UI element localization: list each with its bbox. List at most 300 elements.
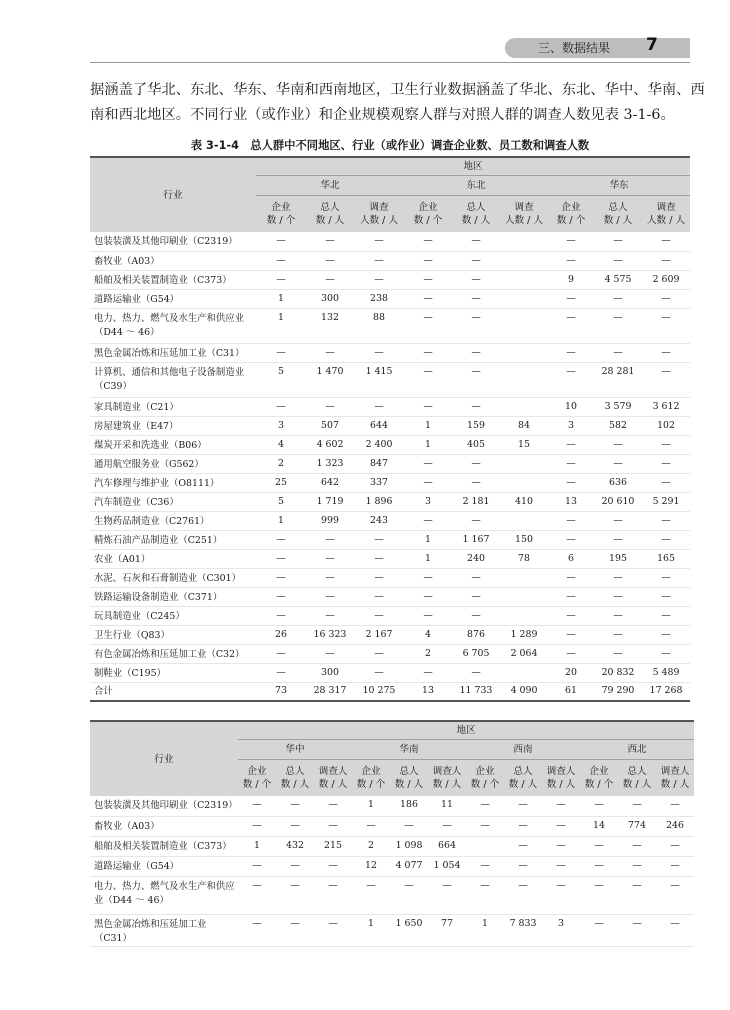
- industry-cell: 道路运输业（G54）: [94, 860, 180, 872]
- value-cell: 6: [568, 552, 574, 564]
- value-cell: 4 575: [604, 273, 632, 285]
- value-cell: 11: [441, 799, 453, 810]
- value-cell: —: [661, 292, 671, 304]
- value-cell: 238: [370, 292, 388, 304]
- intro-line-1: 据涵盖了华北、东北、华东、华南和西南地区，卫生行业数据涵盖了华北、东北、华中、华南、西: [90, 82, 705, 98]
- value-cell: —: [556, 819, 566, 831]
- value-cell: 1 470: [316, 365, 344, 377]
- value-cell: 79 290: [601, 684, 635, 696]
- table-row: [90, 663, 690, 682]
- value-cell: —: [252, 859, 262, 871]
- table-central-south-southwest-northwest: [90, 720, 694, 947]
- table-row: [90, 914, 694, 946]
- value-cell: 1 098: [395, 839, 423, 851]
- value-cell: —: [471, 457, 481, 469]
- value-cell: 507: [321, 419, 339, 431]
- region-east: 华东: [548, 176, 690, 196]
- value-cell: 150: [515, 533, 533, 545]
- value-cell: [500, 232, 548, 251]
- value-cell: 243: [370, 514, 388, 526]
- value-cell: 10: [565, 400, 577, 412]
- column-header: 调查 人数 / 人: [642, 196, 690, 233]
- value-cell: 2: [278, 457, 284, 469]
- industry-cell: 生物药品制造业（C2761）: [94, 515, 210, 527]
- value-cell: 26: [275, 628, 287, 640]
- industry-cell: 合计: [94, 685, 113, 697]
- value-cell: —: [328, 917, 338, 929]
- table-row: [90, 549, 690, 568]
- value-cell: [500, 251, 548, 270]
- value-cell: —: [594, 799, 604, 810]
- value-cell: —: [661, 365, 671, 377]
- value-cell: —: [566, 476, 576, 488]
- table-row: [90, 251, 690, 270]
- intro-line-2: 南和西北地区。不同行业（或作业）和企业规模观察人群与对照人群的调查人数见表 3-1-6。: [90, 107, 675, 123]
- value-cell: 1: [425, 419, 431, 431]
- column-header: 总人 数 / 人: [276, 760, 314, 797]
- industry-cell: 船舶及相关装置制造业（C373）: [94, 840, 232, 852]
- industry-cell: 畜牧业（A03）: [94, 255, 160, 267]
- table-row: [90, 435, 690, 454]
- value-cell: —: [556, 799, 566, 810]
- value-cell: —: [613, 647, 623, 659]
- table-row: [90, 796, 694, 816]
- value-cell: —: [276, 552, 286, 564]
- value-cell: —: [594, 917, 604, 929]
- industry-cell: 家具制造业（C21）: [94, 401, 179, 413]
- value-cell: —: [566, 292, 576, 304]
- table-row: [90, 289, 690, 308]
- value-cell: —: [566, 514, 576, 526]
- value-cell: —: [632, 839, 642, 851]
- industry-cell: 水泥、石灰和石膏制造业（C301）: [94, 572, 241, 584]
- region-south: 华南: [352, 740, 466, 760]
- value-cell: [500, 587, 548, 606]
- value-cell: —: [661, 609, 671, 621]
- value-cell: 1 719: [316, 495, 344, 507]
- value-cell: —: [252, 799, 262, 810]
- region-northwest: 西北: [580, 740, 694, 760]
- value-cell: —: [328, 799, 338, 810]
- value-cell: —: [374, 571, 384, 583]
- value-cell: —: [374, 647, 384, 659]
- value-cell: —: [594, 839, 604, 851]
- value-cell: 15: [518, 438, 530, 450]
- table-row: [90, 416, 690, 435]
- value-cell: —: [661, 628, 671, 640]
- industry-header: 行业: [90, 721, 238, 796]
- industry-cell: 畜牧业（A03）: [94, 820, 160, 832]
- value-cell: —: [471, 514, 481, 526]
- value-cell: —: [325, 533, 335, 545]
- column-header: 调查 人数 / 人: [500, 196, 548, 233]
- value-cell: —: [252, 917, 262, 929]
- value-cell: —: [613, 346, 623, 358]
- value-cell: 13: [565, 495, 577, 507]
- value-cell: 642: [321, 476, 339, 488]
- value-cell: 4: [425, 628, 431, 640]
- value-cell: [500, 511, 548, 530]
- industry-cell: 船舶及相关装置制造业（C373）: [94, 274, 232, 286]
- value-cell: —: [613, 292, 623, 304]
- value-cell: 3 612: [652, 400, 680, 412]
- value-cell: 20: [565, 666, 577, 678]
- value-cell: 2: [368, 839, 374, 851]
- value-cell: —: [471, 292, 481, 304]
- column-header: 企业 数 / 个: [548, 196, 594, 233]
- table-row: [90, 343, 690, 362]
- industry-cell: 汽车制造业（C36）: [94, 496, 179, 508]
- industry-cell: 制鞋业（C195）: [94, 667, 166, 679]
- value-cell: —: [661, 457, 671, 469]
- value-cell: —: [325, 254, 335, 266]
- value-cell: —: [471, 235, 481, 246]
- value-cell: 999: [321, 514, 339, 526]
- value-cell: —: [613, 609, 623, 621]
- value-cell: —: [423, 609, 433, 621]
- industry-cell: 通用航空服务业（G562）: [94, 458, 204, 470]
- industry-cell: 黑色金属冶炼和压延加工业（C31）: [94, 918, 207, 944]
- value-cell: —: [276, 609, 286, 621]
- value-cell: 246: [666, 819, 684, 831]
- value-cell: 4: [278, 438, 284, 450]
- value-cell: 159: [467, 419, 485, 431]
- value-cell: 14: [593, 819, 605, 831]
- value-cell: 4 090: [510, 684, 538, 696]
- value-cell: —: [613, 235, 623, 246]
- value-cell: —: [276, 400, 286, 412]
- value-cell: —: [471, 571, 481, 583]
- section-title: 三、数据结果: [538, 41, 611, 55]
- value-cell: 28 281: [601, 365, 635, 377]
- value-cell: —: [613, 571, 623, 583]
- value-cell: [500, 308, 548, 343]
- region-northeast: 东北: [404, 176, 548, 196]
- value-cell: —: [661, 647, 671, 659]
- table-row: [90, 568, 690, 587]
- value-cell: —: [594, 859, 604, 871]
- table-row: [90, 492, 690, 511]
- industry-header: 行业: [90, 157, 256, 232]
- value-cell: 25: [275, 476, 287, 488]
- value-cell: 10 275: [362, 684, 396, 696]
- table-row: [90, 836, 694, 856]
- value-cell: 5: [278, 365, 284, 377]
- value-cell: —: [471, 666, 481, 678]
- value-cell: —: [670, 879, 680, 891]
- value-cell: 1 323: [316, 457, 344, 469]
- value-cell: 644: [370, 419, 388, 431]
- value-cell: 1: [254, 839, 260, 851]
- table-row: [90, 587, 690, 606]
- value-cell: —: [325, 647, 335, 659]
- value-cell: [500, 397, 548, 416]
- value-cell: —: [518, 859, 528, 871]
- industry-cell: 包装装潢及其他印刷业（C2319）: [94, 800, 238, 811]
- value-cell: —: [374, 346, 384, 358]
- value-cell: —: [328, 819, 338, 831]
- column-header: 企业 数 / 个: [404, 196, 452, 233]
- value-cell: —: [661, 254, 671, 266]
- value-cell: —: [423, 311, 433, 323]
- value-cell: —: [566, 365, 576, 377]
- value-cell: —: [423, 590, 433, 602]
- value-cell: —: [661, 438, 671, 450]
- value-cell: —: [471, 311, 481, 323]
- table-row: [90, 232, 690, 251]
- value-cell: 1 650: [395, 917, 423, 929]
- value-cell: [500, 663, 548, 682]
- value-cell: [500, 270, 548, 289]
- value-cell: —: [290, 879, 300, 891]
- value-cell: —: [252, 819, 262, 831]
- column-header: 调查人 数 / 人: [428, 760, 466, 797]
- value-cell: —: [325, 552, 335, 564]
- value-cell: [500, 289, 548, 308]
- value-cell: 102: [657, 419, 675, 431]
- value-cell: 1 054: [433, 859, 461, 871]
- value-cell: 337: [370, 476, 388, 488]
- table-row: [90, 511, 690, 530]
- value-cell: 2 609: [652, 273, 680, 285]
- value-cell: 300: [321, 666, 339, 678]
- value-cell: —: [566, 346, 576, 358]
- value-cell: 1 289: [510, 628, 538, 640]
- value-cell: —: [661, 533, 671, 545]
- value-cell: 2 181: [462, 495, 490, 507]
- industry-cell: 汽车修理与维护业（O8111）: [94, 477, 220, 489]
- value-cell: —: [325, 590, 335, 602]
- value-cell: —: [613, 533, 623, 545]
- value-cell: 1: [278, 311, 284, 323]
- value-cell: —: [423, 457, 433, 469]
- value-cell: [466, 836, 504, 856]
- industry-cell: 煤炭开采和洗选业（B06）: [94, 439, 207, 451]
- region-header: 地区: [238, 721, 694, 740]
- industry-cell: 有色金属冶炼和压延加工业（C32）: [94, 648, 245, 660]
- column-header: 企业 数 / 个: [580, 760, 618, 797]
- industry-cell: 卫生行业（Q83）: [94, 629, 170, 641]
- value-cell: —: [566, 533, 576, 545]
- value-cell: —: [518, 819, 528, 831]
- value-cell: —: [594, 879, 604, 891]
- region-southwest: 西南: [466, 740, 580, 760]
- value-cell: —: [423, 365, 433, 377]
- value-cell: 16 323: [313, 628, 347, 640]
- value-cell: [500, 606, 548, 625]
- industry-cell: 计算机、通信和其他电子设备制造业（C39）: [94, 366, 245, 392]
- value-cell: —: [252, 879, 262, 891]
- value-cell: [500, 568, 548, 587]
- value-cell: —: [480, 859, 490, 871]
- value-cell: 2 064: [510, 647, 538, 659]
- value-cell: —: [613, 590, 623, 602]
- region-central: 华中: [238, 740, 352, 760]
- value-cell: —: [632, 799, 642, 810]
- value-cell: —: [423, 571, 433, 583]
- table-row: [90, 308, 690, 343]
- column-header: 总人 数 / 人: [452, 196, 500, 233]
- value-cell: 636: [609, 476, 627, 488]
- value-cell: —: [613, 514, 623, 526]
- column-header: 企业 数 / 个: [466, 760, 504, 797]
- value-cell: —: [661, 235, 671, 246]
- value-cell: —: [471, 609, 481, 621]
- value-cell: 1 415: [365, 365, 393, 377]
- value-cell: 1 167: [462, 533, 490, 545]
- value-cell: 3 579: [604, 400, 632, 412]
- value-cell: —: [325, 400, 335, 412]
- value-cell: 410: [515, 495, 533, 507]
- value-cell: 405: [467, 438, 485, 450]
- region-north: 华北: [256, 176, 404, 196]
- value-cell: —: [328, 859, 338, 871]
- value-cell: —: [276, 533, 286, 545]
- value-cell: —: [471, 400, 481, 412]
- table-row: [90, 454, 690, 473]
- running-header: [0, 34, 730, 64]
- value-cell: —: [325, 235, 335, 246]
- value-cell: 3: [425, 495, 431, 507]
- value-cell: —: [325, 571, 335, 583]
- column-header: 调查 人数 / 人: [354, 196, 404, 233]
- value-cell: —: [632, 879, 642, 891]
- value-cell: —: [276, 666, 286, 678]
- value-cell: —: [290, 859, 300, 871]
- table-row: [90, 606, 690, 625]
- value-cell: 1: [425, 552, 431, 564]
- value-cell: —: [661, 311, 671, 323]
- value-cell: —: [374, 666, 384, 678]
- value-cell: —: [374, 552, 384, 564]
- value-cell: 1: [368, 917, 374, 929]
- value-cell: —: [374, 273, 384, 285]
- value-cell: —: [661, 346, 671, 358]
- intro-paragraph: [90, 78, 705, 128]
- value-cell: —: [613, 628, 623, 640]
- value-cell: —: [374, 254, 384, 266]
- value-cell: 215: [324, 839, 342, 851]
- value-cell: 7 833: [509, 917, 537, 929]
- value-cell: —: [471, 273, 481, 285]
- header-rule: [90, 62, 690, 63]
- value-cell: —: [404, 819, 414, 831]
- value-cell: —: [325, 609, 335, 621]
- value-cell: —: [556, 839, 566, 851]
- value-cell: —: [670, 917, 680, 929]
- value-cell: —: [661, 514, 671, 526]
- value-cell: 774: [628, 819, 646, 831]
- value-cell: —: [290, 917, 300, 929]
- page-number: 7: [646, 35, 658, 55]
- value-cell: —: [471, 365, 481, 377]
- value-cell: —: [613, 311, 623, 323]
- industry-cell: 精炼石油产品制造业（C251）: [94, 534, 223, 546]
- table-row: [90, 816, 694, 836]
- value-cell: —: [518, 799, 528, 810]
- value-cell: —: [276, 346, 286, 358]
- table-row: [90, 625, 690, 644]
- value-cell: —: [670, 799, 680, 810]
- value-cell: —: [366, 819, 376, 831]
- value-cell: —: [290, 799, 300, 810]
- value-cell: —: [423, 400, 433, 412]
- table-row: [90, 856, 694, 876]
- column-header: 企业 数 / 个: [238, 760, 276, 797]
- value-cell: —: [480, 819, 490, 831]
- table-row: [90, 644, 690, 663]
- column-header: 调查人 数 / 人: [314, 760, 352, 797]
- value-cell: —: [423, 666, 433, 678]
- value-cell: 1: [278, 514, 284, 526]
- value-cell: 5 489: [652, 666, 680, 678]
- column-header: 企业 数 / 个: [352, 760, 390, 797]
- value-cell: 186: [400, 799, 418, 810]
- value-cell: —: [613, 438, 623, 450]
- value-cell: —: [276, 273, 286, 285]
- region-header: 地区: [256, 157, 690, 176]
- value-cell: 1 896: [365, 495, 393, 507]
- industry-cell: 包装装潢及其他印刷业（C2319）: [94, 236, 238, 247]
- value-cell: 84: [518, 419, 530, 431]
- column-header: 调查人 数 / 人: [542, 760, 580, 797]
- value-cell: 847: [370, 457, 388, 469]
- value-cell: 240: [467, 552, 485, 564]
- value-cell: —: [290, 819, 300, 831]
- value-cell: 876: [467, 628, 485, 640]
- table-row: [90, 397, 690, 416]
- value-cell: —: [325, 346, 335, 358]
- value-cell: 1: [482, 917, 488, 929]
- value-cell: 4 602: [316, 438, 344, 450]
- value-cell: —: [566, 235, 576, 246]
- value-cell: —: [632, 859, 642, 871]
- value-cell: 61: [565, 684, 577, 696]
- industry-cell: 电力、热力、燃气及水生产和供应业（D44 ～ 46）: [94, 312, 245, 338]
- value-cell: —: [423, 273, 433, 285]
- value-cell: 13: [422, 684, 434, 696]
- value-cell: —: [374, 609, 384, 621]
- value-cell: —: [374, 400, 384, 412]
- value-cell: 11 733: [459, 684, 493, 696]
- column-header: 总人 数 / 人: [618, 760, 656, 797]
- value-cell: —: [471, 476, 481, 488]
- value-cell: —: [518, 879, 528, 891]
- value-cell: —: [374, 590, 384, 602]
- value-cell: 2 400: [365, 438, 393, 450]
- table-row: [90, 530, 690, 549]
- value-cell: —: [423, 346, 433, 358]
- value-cell: —: [325, 273, 335, 285]
- value-cell: —: [480, 799, 490, 810]
- value-cell: —: [423, 254, 433, 266]
- value-cell: —: [661, 590, 671, 602]
- column-header: 企业 数 / 个: [256, 196, 306, 233]
- value-cell: —: [566, 254, 576, 266]
- value-cell: 582: [609, 419, 627, 431]
- value-cell: 664: [438, 839, 456, 851]
- value-cell: —: [423, 235, 433, 246]
- value-cell: —: [328, 879, 338, 891]
- industry-cell: 铁路运输设备制造业（C371）: [94, 591, 223, 603]
- value-cell: 165: [657, 552, 675, 564]
- value-cell: —: [276, 590, 286, 602]
- table-row: [90, 876, 694, 914]
- table-row: [90, 362, 690, 397]
- value-cell: 132: [321, 311, 339, 323]
- value-cell: —: [566, 311, 576, 323]
- value-cell: 1: [278, 292, 284, 304]
